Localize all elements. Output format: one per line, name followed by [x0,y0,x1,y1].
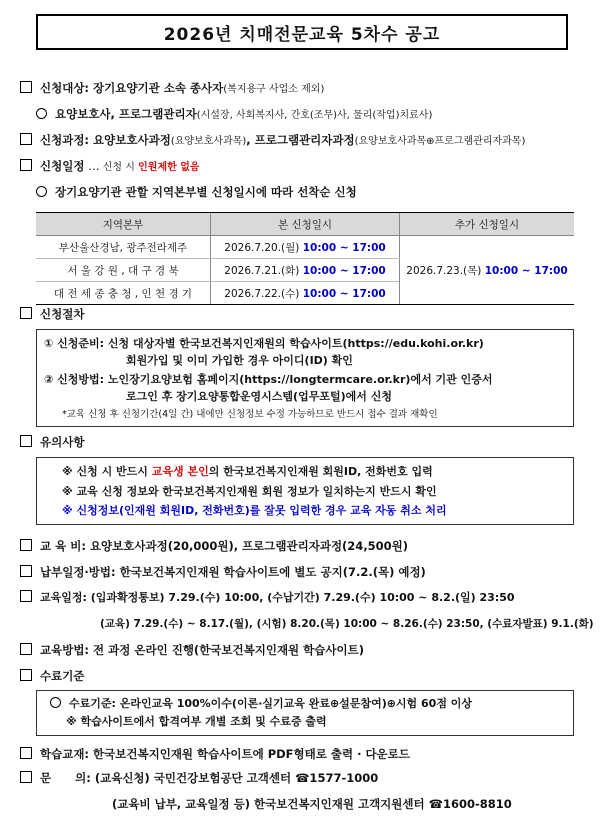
completion-line-2: ※ 학습사이트에서 합격여부 개별 조회 및 수료증 출력 [66,715,327,728]
procedure-step-2-cont: 로그인 후 장기요양통합운영시스템(업무포털)에서 신청 [126,390,392,403]
schedule-line-2: (교육) 7.29.(수) ~ 8.17.(월), (시험) 8.20.(목) 10:00 ~ 8.26.(수) 23:50, (수료자발표) 9.1.(화) [100,618,594,630]
circle-bullet-icon [50,697,61,708]
checkbox-icon [20,669,32,681]
fee-line: 교 육 비: 요양보호사과정(20,000원), 프로그램관리자과정(24,500원) [20,538,408,554]
table-header: 본 신청일시 [211,213,400,236]
checkbox-icon [20,307,32,319]
procedure-step-1-cont: 회원가입 및 이미 가입한 경우 아이디(ID) 확인 [126,354,353,367]
checkbox-icon [20,81,32,93]
caution-line-3: ※ 신청정보(인재원 회원ID, 전화번호)를 잘못 입력한 경우 교육 자동 취소 처리 [62,504,447,517]
checkbox-icon [20,643,32,655]
procedure-step-2: ② 신청방법: 노인장기요양보험 홈페이지(https://longtermcare.or.kr)에서 기관 인증서 [44,373,493,386]
caution-heading: 유의사항 [20,434,84,450]
checkbox-icon [20,747,32,759]
circle-bullet-icon [36,186,47,197]
course-line: 신청과정: 요양보호사과정(요양보호사과목), 프로그램관리자과정(요양보호사과목⊕프로그램관리자과목) [20,132,525,150]
checkbox-icon [20,590,32,602]
material-line: 학습교재: 한국보건복지인재원 학습사이트에 PDF형태로 출력 · 다운로드 [20,746,410,762]
checkbox-icon [20,435,32,447]
procedure-step-1: ① 신청준비: 신청 대상자별 한국보건복지인재원의 학습사이트(https://edu.kohi.or.kr) [44,337,484,350]
table-header: 추가 신청일시 [400,213,575,236]
table-row: 부산울산경남, 광주전라제주 2026.7.20.(월) 10:00 ~ 17:00 2026.7.23.(목) 10:00 ~ 17:00 [36,236,574,259]
completion-heading: 수료기준 [20,668,84,684]
checkbox-icon [20,159,32,171]
target-sub-line: 요양보호사, 프로그램관리자(시설장, 사회복지사, 간호(조무)사, 물리(작업)치료사) [36,106,432,124]
table-row: 대 전 세 종 충 청 , 인 천 경 기 2026.7.22.(수) 10:00 ~ 17:00 [36,282,574,305]
circle-bullet-icon [36,108,47,119]
procedure-note: *교육 신청 후 신청기간(4일 간) 내에만 신청정보 수정 가능하므로 반드시 접수 결과 재확인 [62,409,438,420]
period-sub-line: 장기요양기관 관할 지역본부별 신청일시에 따라 선착순 신청 [36,184,357,200]
checkbox-icon [20,133,32,145]
table-header: 지역본부 [36,213,211,236]
caution-line-2: ※ 교육 신청 정보와 한국보건복지인재원 회원 정보가 일치하는지 반드시 확인 [62,485,437,498]
inquiry-line: 문 의: (교육신청) 국민건강보험공단 고객센터 ☎1577-1000 [20,770,378,786]
checkbox-icon [20,565,32,577]
period-line: 신청일정 … 신청 시 인원제한 없음 [20,158,200,176]
target-line: 신청대상: 장기요양기관 소속 종사자(복지용구 사업소 제외) [20,80,324,98]
schedule-table [36,212,574,305]
checkbox-icon [20,771,32,783]
method-line: 교육방법: 전 과정 온라인 진행(한국보건복지인재원 학습사이트) [20,642,364,658]
page-title: 2026년 치매전문교육 5차수 공고 [36,14,568,50]
completion-line-1: 수료기준: 온라인교육 100%이수(이론·실기교육 완료⊕설문참여)⊕시험 60점 이상 [50,696,472,711]
payment-line: 납부일정·방법: 한국보건복지인재원 학습사이트에 별도 공지(7.2.(목) 예정) [20,564,426,580]
checkbox-icon [20,539,32,551]
table-row: 서 울 강 원 , 대 구 경 북 2026.7.21.(화) 10:00 ~ 17:00 [36,259,574,282]
schedule-line: 교육일정: (입과확정통보) 7.29.(수) 10:00, (수납기간) 7.29.(수) 10:00 ~ 8.2.(일) 23:50 [20,590,515,606]
procedure-heading: 신청절차 [20,306,84,322]
inquiry-line-2: (교육비 납부, 교육일정 등) 한국보건복지인재원 고객지원센터 ☎1600-8810 [112,797,512,811]
caution-line-1: ※ 신청 시 반드시 교육생 본인의 한국보건복지인재원 회원ID, 전화번호 입력 [62,465,433,478]
